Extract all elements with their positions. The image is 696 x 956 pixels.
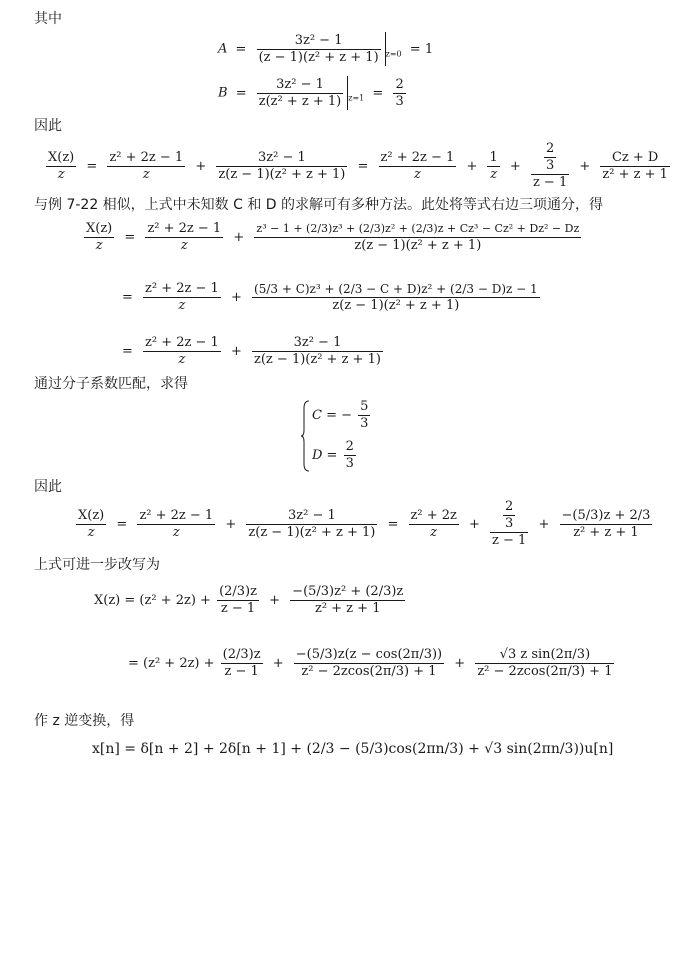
D-solution: D = $\frac{2}{3}$ <box>312 439 354 471</box>
C-solution: C = − $\frac{5}{3}$ <box>312 399 369 431</box>
equation-grouped: = $\frac{\text{z² + 2z − 1}}{z}$ + $\frac{\text{(5/3 + C)z³ + (2/3 − C + D)z² + (2/3 − D)z − 1}}{\text{z(z − 1)(z² + z + 1)}}$ <box>122 281 538 313</box>
paragraph-coefficient-matching: 通过分子系数匹配，求得 <box>34 376 188 392</box>
A-fraction: $\frac{\text{3z² − 1}}{\text{(z − 1)(z² + z + 1)}}$ <box>258 32 379 65</box>
paragraph-inverse-z: 作 z 逆变换，得 <box>34 713 135 729</box>
paragraph-rewrite: 上式可进一步改写为 <box>34 557 160 573</box>
paragraph-yinci-2: 因此 <box>34 479 62 495</box>
equation-common-denominator: $\frac{X(z)}{z}$ = $\frac{\text{z² + 2z − 1}}{z}$ + $\frac{\text{z³ − 1 + (2/3)z³ + (2/3)z² + (2/3)z + Cz³ − Cz² + Dz² − Dz}}{\text{z(z − 1)(z² + z + 1)}}$ <box>86 221 580 253</box>
paragraph-qizhong: 其中 <box>34 11 62 27</box>
left-brace <box>300 400 310 472</box>
equation-A: A = $\frac{\text{3z² − 1}}{\text{(z − 1)(z² + z + 1)}}$ $_{z=0}$ = 1 <box>218 32 434 65</box>
equation-B: B = $\frac{\text{3z² − 1}}{\text{z(z² + z + 1)}}$ $_{z=1}$ = $\frac{2}{3}$ <box>218 76 404 109</box>
equation-partial-fraction-1: $\frac{X(z)}{z}$ = $\frac{\text{z² + 2z − 1}}{z}$ + $\frac{\text{3z² − 1}}{\text{z(z − 1)(z² + z + 1)}}$ = $\frac{\text{z² + 2z − 1}}{z}$ + $\frac{1}{z}$ + $\frac{\frac{2}{3}}{z - 1}$ + $\frac{Cz + D}{\text{z² + z + 1}}$ <box>48 141 668 190</box>
equation-Xz-cosine-form: = (z² + 2z) + $\frac{(2/3)z}{z - 1}$ + $\frac{-(5/3)z(z - \cos(2\pi/3))}{\text{z² − 2zcos(2π/3) + 1}}$ + $\frac{\text{√3 z sin(2π/3)}}{\text{z² − 2zcos(2π/3) + 1}}$ <box>128 647 613 679</box>
paragraph-yinci-1: 因此 <box>34 118 62 134</box>
equation-original-form: = $\frac{\text{z² + 2z − 1}}{z}$ + $\frac{\text{3z² − 1}}{\text{z(z − 1)(z² + z + 1)}}$ <box>122 335 381 367</box>
B-fraction: $\frac{\text{3z² − 1}}{\text{z(z² + z + 1)}}$ <box>258 76 342 109</box>
paragraph-example-7-22: 与例 7-22 相似，上式中未知数 C 和 D 的求解可有多种方法。此处将等式右边三项通分，得 <box>34 197 604 213</box>
A-label: A <box>218 41 228 57</box>
equation-substituted: $\frac{X(z)}{z}$ = $\frac{\text{z² + 2z − 1}}{z}$ + $\frac{\text{3z² − 1}}{\text{z(z − 1)(z² + z + 1)}}$ = $\frac{\text{z² + 2z}}{z}$ + $\frac{\frac{2}{3}}{z - 1}$ + $\frac{-(5/3)z + 2/3}{\text{z² + z + 1}}$ <box>78 499 651 548</box>
equation-final-xn: x[n] = δ[n + 2] + 2δ[n + 1] + (2/3 − (5/3)cos(2πn/3) + √3 sin(2πn/3))u[n] <box>92 741 614 757</box>
B-label: B <box>218 85 228 101</box>
equation-Xz-rewritten: X(z) = (z² + 2z) + $\frac{(2/3)z}{z - 1}$ + $\frac{\text{−(5/3)z² + (2/3)z}}{\text{z² + z + 1}}$ <box>94 584 404 616</box>
